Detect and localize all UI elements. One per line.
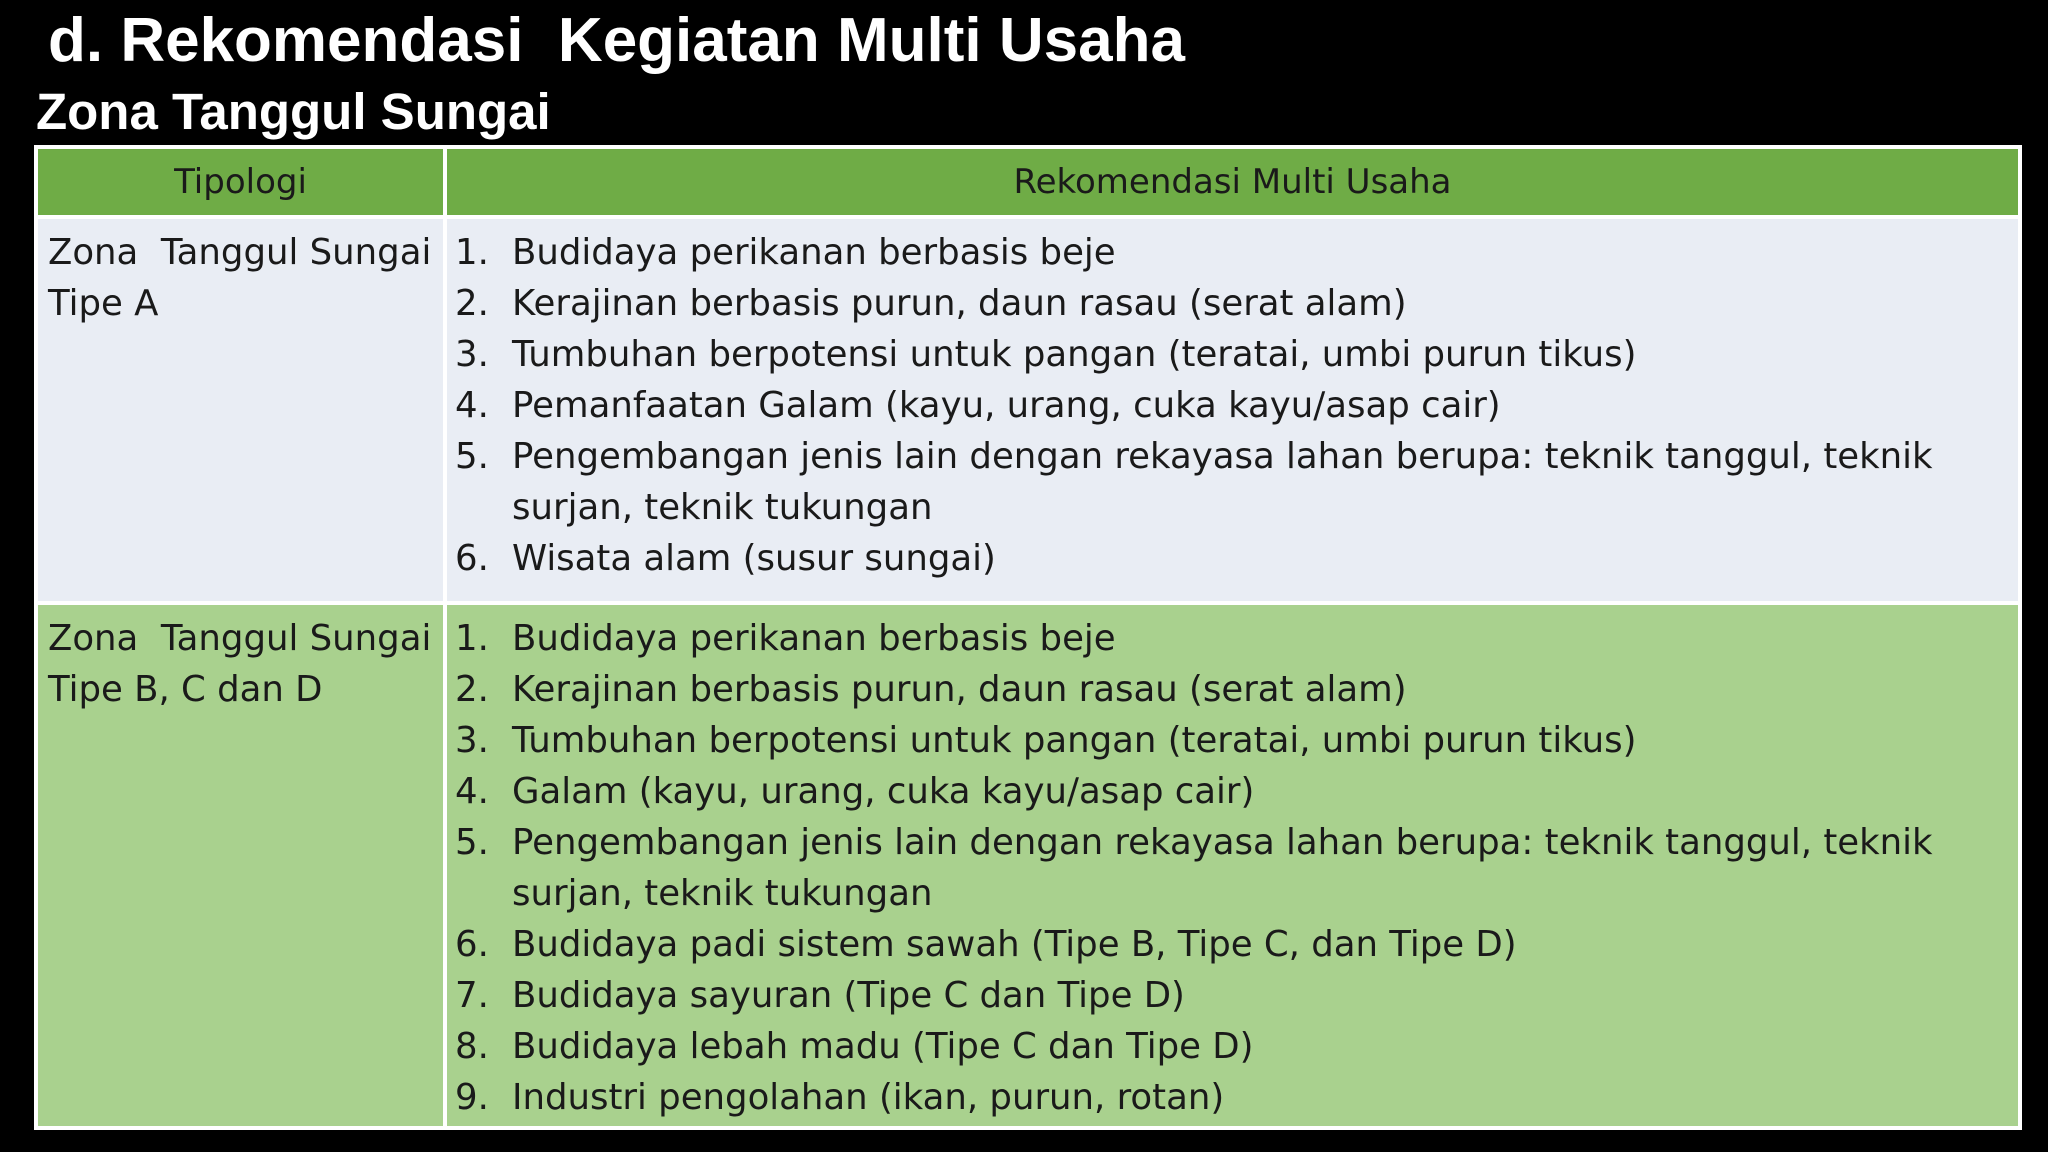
item-text: Budidaya sayuran (Tipe C dan Tipe D) [512, 975, 1185, 1016]
list-item [455, 380, 2010, 431]
item-number: 9. [455, 1077, 489, 1118]
item-number: 3. [455, 334, 489, 375]
item-text: Budidaya perikanan berbasis beje [512, 232, 1116, 273]
item-number: 1. [455, 232, 489, 273]
item-text: Budidaya padi sistem sawah (Tipe B, Tipe C, dan Tipe D) [512, 924, 1517, 965]
list-item [455, 613, 2010, 664]
recommendation-table [34, 145, 2022, 1130]
item-number: 7. [455, 975, 489, 1016]
list-item [455, 919, 2010, 970]
header-tipologi: Tipologi [38, 149, 443, 215]
item-number: 4. [455, 385, 489, 426]
item-text: Kerajinan berbasis purun, daun rasau (serat alam) [512, 669, 1407, 710]
recommendation-table-frame [34, 145, 2022, 1130]
list-item [455, 329, 2010, 380]
item-text: Tumbuhan berpotensi untuk pangan (teratai, umbi purun tikus) [512, 720, 1637, 761]
item-number: 5. [455, 822, 489, 863]
item-text: Pemanfaatan Galam (kayu, urang, cuka kayu/asap cair) [512, 385, 1501, 426]
item-text: Pengembangan jenis lain dengan rekayasa lahan berupa: teknik tanggul, teknik surjan, teknik tukungan [512, 436, 1933, 528]
item-number: 4. [455, 771, 489, 812]
list-item [455, 533, 2010, 584]
list-item [455, 227, 2010, 278]
slide-subtitle: Zona Tanggul Sungai [36, 83, 551, 140]
item-number: 2. [455, 283, 489, 324]
list-item [455, 278, 2010, 329]
item-text: Galam (kayu, urang, cuka kayu/asap cair) [512, 771, 1255, 812]
typology-line: Tipe A [48, 283, 159, 324]
item-number: 3. [455, 720, 489, 761]
typology-cell [38, 605, 443, 1126]
item-text: Industri pengolahan (ikan, purun, rotan) [512, 1077, 1225, 1118]
header-rekomendasi: Rekomendasi Multi Usaha [447, 149, 2018, 215]
recommendation-list [455, 613, 2010, 1123]
item-number: 6. [455, 924, 489, 965]
list-item [455, 970, 2010, 1021]
item-number: 6. [455, 538, 489, 579]
recommendation-cell [447, 605, 2018, 1126]
item-text: Wisata alam (susur sungai) [512, 538, 996, 579]
list-item [455, 766, 2010, 817]
list-item [455, 715, 2010, 766]
item-number: 2. [455, 669, 489, 710]
recommendation-list [455, 227, 2010, 584]
item-text: Kerajinan berbasis purun, daun rasau (serat alam) [512, 283, 1407, 324]
table-header-row [38, 149, 2018, 215]
typology-line: Zona Tanggul Sungai [48, 232, 432, 273]
list-item [455, 664, 2010, 715]
slide-title: d. Rekomendasi Kegiatan Multi Usaha [48, 6, 1185, 75]
item-text: Tumbuhan berpotensi untuk pangan (teratai, umbi purun tikus) [512, 334, 1637, 375]
item-text: Budidaya lebah madu (Tipe C dan Tipe D) [512, 1026, 1254, 1067]
item-number: 1. [455, 618, 489, 659]
typology-cell [38, 219, 443, 601]
item-number: 5. [455, 436, 489, 477]
list-item [455, 431, 2010, 533]
recommendation-cell [447, 219, 2018, 601]
item-text: Pengembangan jenis lain dengan rekayasa lahan berupa: teknik tanggul, teknik surjan, teknik tukungan [512, 822, 1933, 914]
list-item [455, 1072, 2010, 1123]
item-number: 8. [455, 1026, 489, 1067]
list-item [455, 1021, 2010, 1072]
typology-line: Zona Tanggul Sungai [48, 618, 432, 659]
list-item [455, 817, 2010, 919]
table-row-tipe-bcd [38, 605, 2018, 1126]
table-row-tipe-a [38, 219, 2018, 601]
item-text: Budidaya perikanan berbasis beje [512, 618, 1116, 659]
typology-line: Tipe B, C dan D [48, 669, 323, 710]
